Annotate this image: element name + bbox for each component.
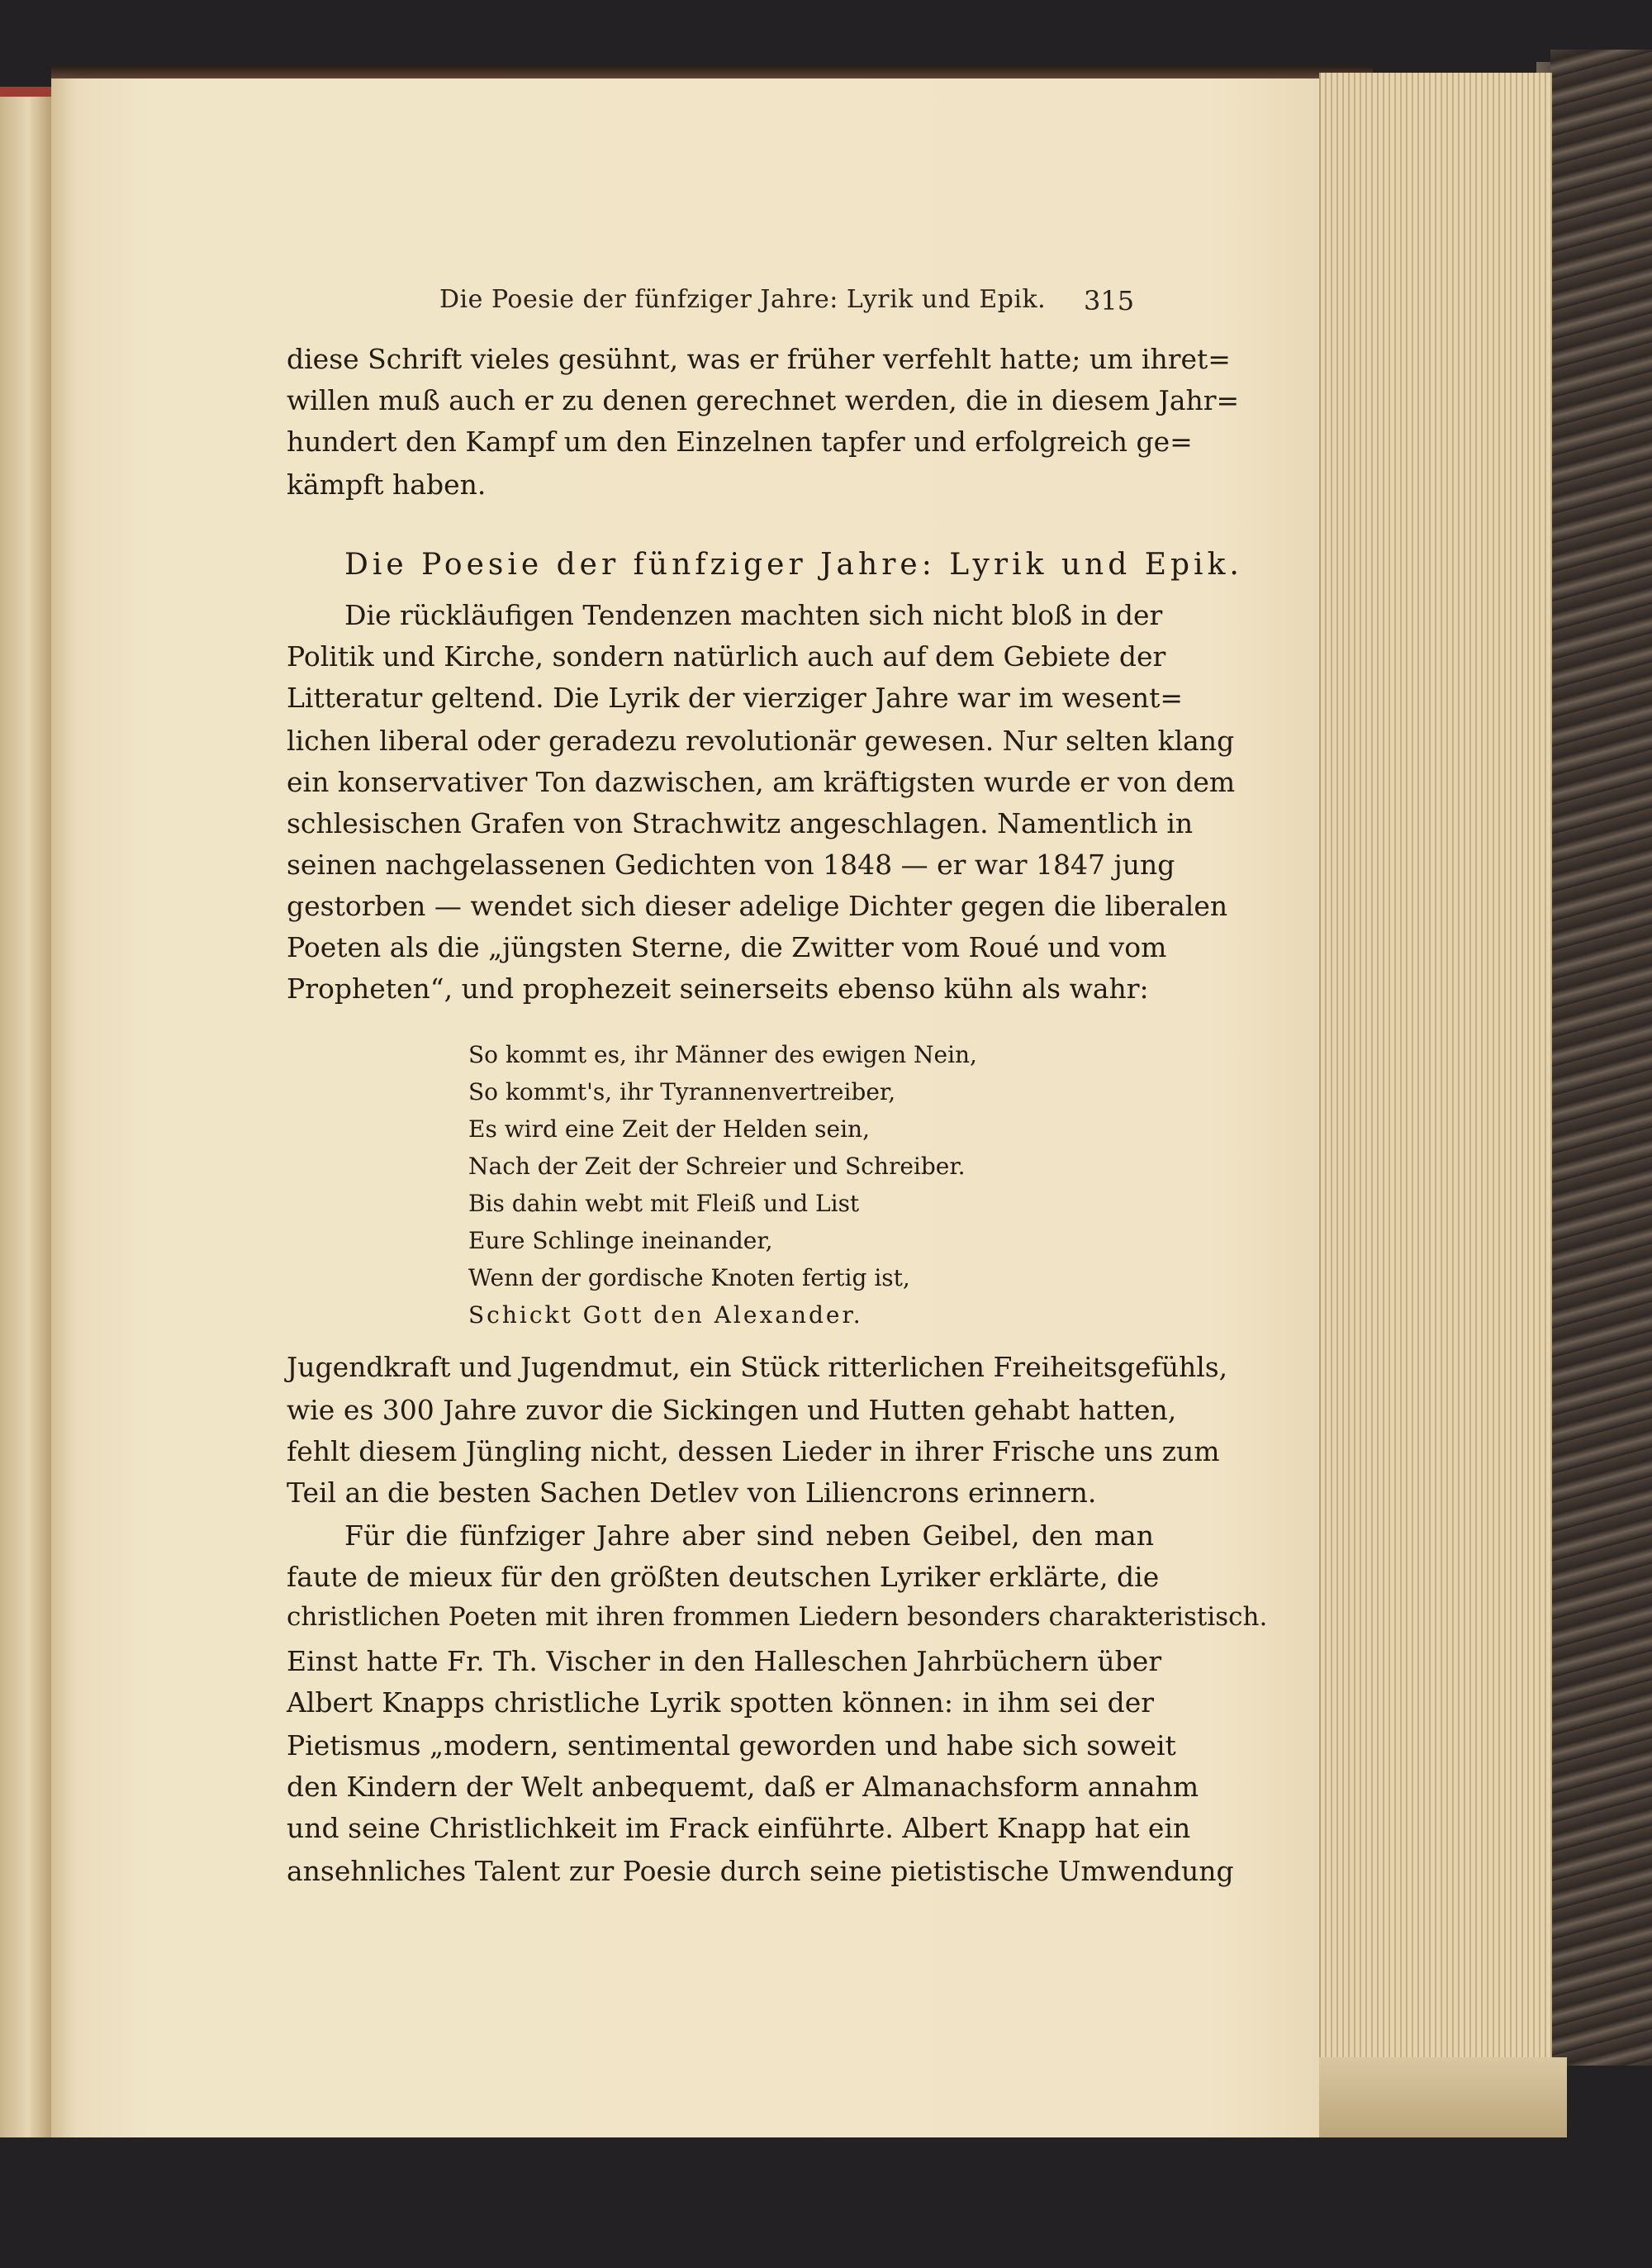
text-line: willen muß auch er zu denen gerechnet werden, die in diesem Jahr= (287, 384, 1240, 416)
text-line: seinen nachgelassenen Gedichten von 1848 — er war 1847 jung (287, 849, 1175, 881)
text-line: Einst hatte Fr. Th. Vischer in den Halleschen Jahrbüchern über (287, 1645, 1162, 1677)
text-line: diese Schrift vieles gesühnt, was er früher verfehlt hatte; um ihret= (287, 343, 1231, 375)
book-page (51, 78, 1319, 2137)
verse-line: Eure Schlinge ineinander, (468, 1227, 773, 1254)
verse-line: So kommt es, ihr Männer des ewigen Nein, (468, 1041, 977, 1068)
text-line: Politik und Kirche, sondern natürlich auch auf dem Gebiete der (287, 640, 1166, 673)
text-line: und seine Christlichkeit im Frack einführte. Albert Knapp hat ein (287, 1812, 1191, 1844)
book-cover-marbled (1550, 50, 1652, 2066)
text-line: Die rückläufigen Tendenzen machten sich nicht bloß in der (344, 599, 1163, 631)
text-line: christlichen Poeten mit ihren frommen Liedern besonders charakteristisch. (287, 1602, 1268, 1632)
text-line: wie es 300 Jahre zuvor die Sickingen und Hutten gehabt hatten, (287, 1394, 1177, 1426)
text-line: lichen liberal oder geradezu revolutionär gewesen. Nur selten klang (287, 725, 1235, 757)
left-page-red-edge (0, 87, 51, 97)
text-line: kämpft haben. (287, 468, 487, 501)
text-line: Albert Knapps christliche Lyrik spotten können: in ihm sei der (287, 1686, 1154, 1719)
text-line: fehlt diesem Jüngling nicht, dessen Lieder in ihrer Frische uns zum (287, 1435, 1220, 1467)
text-line: schlesischen Grafen von Strachwitz angeschlagen. Namentlich in (287, 807, 1194, 839)
text-line: faute de mieux für den größten deutschen Lyriker erklärte, die (287, 1561, 1160, 1593)
text-line: Jugendkraft und Jugendmut, ein Stück ritterlichen Freiheitsgefühls, (287, 1351, 1228, 1383)
verse-line: Es wird eine Zeit der Helden sein, (468, 1115, 870, 1143)
text-line: Für die fünfziger Jahre aber sind neben Geibel, den man (344, 1519, 1154, 1552)
text-line: hundert den Kampf um den Einzelnen tapfer und erfolgreich ge= (287, 426, 1193, 458)
section-heading: Die Poesie der fünfziger Jahre: Lyrik und Epik. (344, 548, 1243, 582)
verse-line: Nach der Zeit der Schreier und Schreiber. (468, 1153, 966, 1180)
text-line: Litteratur geltend. Die Lyrik der vierziger Jahre war im wesent= (287, 682, 1184, 714)
text-line: ein konservativer Ton dazwischen, am kräftigsten wurde er von dem (287, 766, 1236, 798)
text-line: Pietismus „modern, sentimental geworden und habe sich soweit (287, 1729, 1176, 1762)
text-line: ansehnliches Talent zur Poesie durch seine pietistische Umwendung (287, 1855, 1234, 1887)
text-line: gestorben — wendet sich dieser adelige Dichter gegen die liberalen (287, 890, 1228, 922)
verse-line: Schickt Gott den Alexander. (468, 1301, 863, 1329)
left-page-edge (0, 87, 51, 2137)
page-number: 315 (1084, 285, 1135, 316)
page-stack-edge (1319, 73, 1552, 2064)
page-stack-bottom (1319, 2057, 1567, 2137)
verse-line: So kommt's, ihr Tyrannenvertreiber, (468, 1078, 896, 1105)
text-line: Propheten“, und prophezeit seinerseits ebenso kühn als wahr: (287, 972, 1149, 1005)
body-text (287, 343, 1268, 2268)
text-line: Poeten als die „jüngsten Sterne, die Zwitter vom Roué und vom (287, 931, 1167, 963)
running-title: Die Poesie der fünfziger Jahre: Lyrik und Epik. (439, 285, 1047, 314)
verse-line: Bis dahin webt mit Fleiß und List (468, 1190, 860, 1217)
text-line: Teil an die besten Sachen Detlev von Liliencrons erinnern. (287, 1476, 1097, 1509)
text-line: den Kindern der Welt anbequemt, daß er Almanachsform annahm (287, 1771, 1199, 1803)
verse-line: Wenn der gordische Knoten fertig ist, (468, 1264, 910, 1291)
